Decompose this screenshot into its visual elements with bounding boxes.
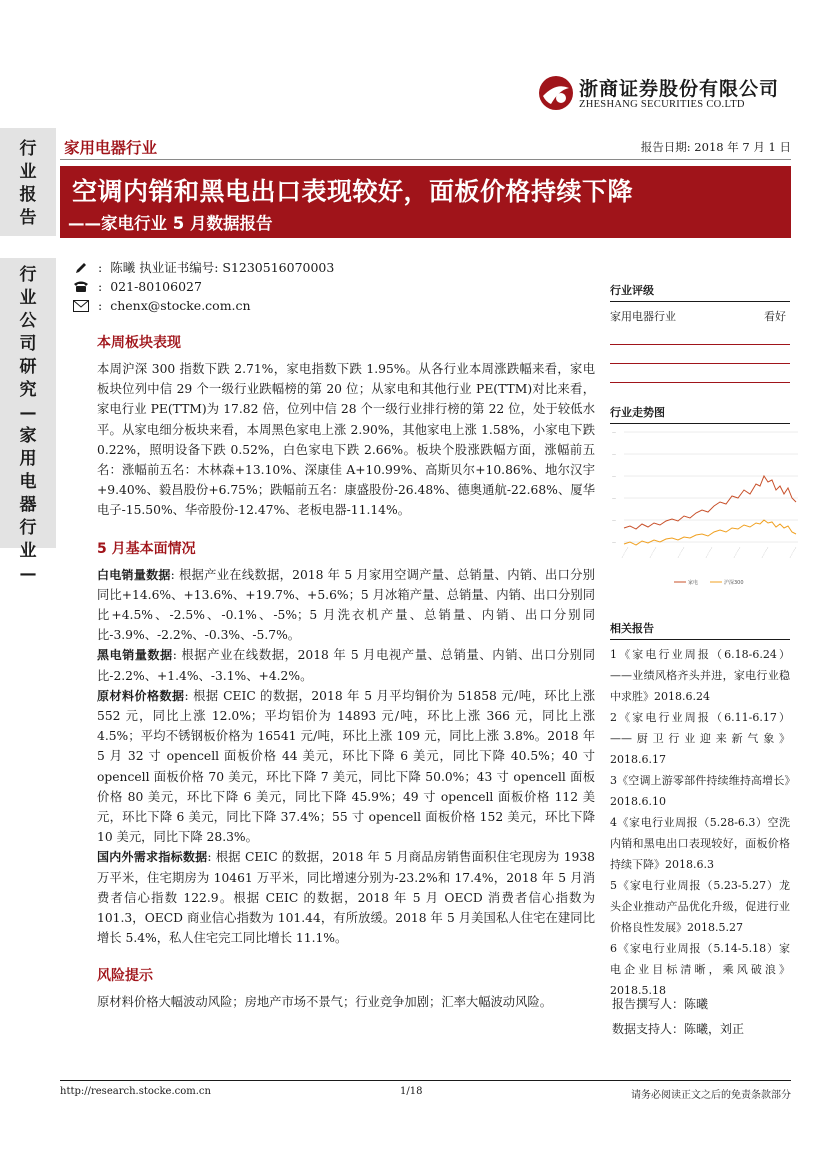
side-tab-char: 用 — [19, 449, 37, 469]
side-tab-char: 行 — [19, 139, 37, 159]
svg-text:—: — — [612, 430, 616, 435]
section-title-risk: 风险提示 — [97, 968, 153, 985]
rating-row — [610, 302, 790, 328]
related-item[interactable]: 2《家电行业周报（6.11-6.17）——厨卫行业迎来新气象》2018.6.17 — [610, 711, 790, 766]
side-tab-char: 告 — [19, 208, 37, 228]
side-tab-char: 行 — [19, 265, 37, 285]
related-reports-box — [610, 620, 790, 1001]
side-tab-char: 公 — [19, 311, 37, 331]
side-tab-char: 业 — [19, 541, 37, 561]
brand-name-cn: 浙商证券股份有限公司 — [579, 78, 780, 100]
side-tab-char: — — [19, 403, 37, 423]
footer-divider — [60, 1080, 791, 1081]
svg-text:..........: .......... — [786, 544, 798, 559]
svg-text:—: — — [612, 540, 616, 545]
trend-chart — [610, 424, 800, 594]
header-divider — [60, 159, 791, 160]
contact-phone[interactable]: 021-80106027 — [110, 279, 202, 294]
side-tab-char: 研 — [19, 357, 37, 377]
side-tab-report-type — [0, 128, 56, 236]
side-tab-char: 器 — [19, 495, 37, 515]
side-tab-char: — — [19, 564, 37, 584]
phone-icon — [72, 279, 90, 295]
side-tab-char: 究 — [19, 380, 37, 400]
contact-row: : 陈曦 执业证书编号: S1230516070003 — [72, 258, 334, 277]
analyst-contact — [72, 258, 334, 315]
raw-material-paragraph: 原材料价格数据: 根据 CEIC 的数据，2018 年 5 月平均铜价为 51858 元/吨，环比上涨 552 元，同比上涨 12.0%；平均铝价为 14893 元/吨，环比上涨 366 元，同比上涨 4.5%；平均不锈钢板价格为 16541 元/吨，环比上涨 109 元，同比上涨 3.8%。2018 年 5 月 32 寸 opencell 面板价格 44 美元，环比下降 6 美元，同比下降 40.5%；40 寸 opencell 面板价格 70 美元，环比下降 7 美元，同比下降 50.0%；43 寸 opencell 面板价格 80 美元，环比下降 6 美元，同比下降 45.9%；49 寸 opencell 面板价格 112 美元，环比下降 6 美元，同比下降 37.4%；55 寸 opencell 面板价格 152 美元，环比下降 10 美元，同比下降 28.3%。 — [97, 688, 595, 845]
svg-text:..........: .......... — [702, 544, 714, 559]
side-tab-char: 业 — [19, 162, 37, 182]
trend-series-hs300 — [624, 520, 796, 545]
company-logo — [537, 72, 780, 114]
brand-name-en: ZHESHANG SECURITIES CO.LTD — [579, 99, 745, 110]
svg-text:—: — — [612, 474, 616, 479]
contact-email[interactable]: chenx@stocke.com.cn — [110, 298, 251, 313]
legend-label-hs300: 沪深300 — [724, 580, 744, 586]
related-item[interactable]: 3《空调上游零部件持续维持高增长》2018.6.10 — [610, 774, 790, 808]
rating-divider — [610, 382, 790, 383]
zheshang-logo-icon — [537, 74, 575, 112]
report-writer: 报告撰写人：陈曦 — [612, 997, 709, 1011]
main-content — [97, 333, 595, 1013]
trend-legend — [674, 579, 744, 586]
page-number: 1/18 — [400, 1086, 423, 1097]
rating-title: 行业评级 — [610, 282, 790, 302]
related-list — [610, 644, 790, 1001]
white-goods-paragraph: 白电销量数据: 根据产业在线数据，2018 年 5 月家用空调产量、总销量、内销、出口分别同比+14.6%、+13.6%、+19.7%、+5.6%；5 月冰箱产量、总销量、内销、出口分别同比+4.5%、-2.5%、-0.1%、-5%；5 月洗衣机产量、总销量、内销、出口分别同比-3.9%、-2.2%、-0.3%、-5.7%。 — [97, 567, 595, 643]
contact-row: : 021-80106027 — [72, 277, 334, 296]
risk-paragraph: 原材料价格大幅波动风险；房地产市场不景气；行业竞争加剧；汇率大幅波动风险。 — [97, 995, 552, 1010]
side-tab-report-category — [0, 258, 56, 584]
svg-text:—: — — [612, 496, 616, 501]
footer-disclaimer: 请务必阅读正文之后的免责条款部分 — [631, 1090, 791, 1101]
svg-text:..........: .......... — [758, 544, 770, 559]
trend-title: 行业走势图 — [610, 404, 790, 424]
legend-label-appliance: 家电 — [688, 580, 699, 586]
rating-box — [610, 282, 790, 383]
report-subtitle: ——家电行业 5 月数据报告 — [68, 214, 273, 233]
svg-text:..........: .......... — [730, 544, 742, 559]
svg-text:..........: .......... — [618, 544, 630, 559]
rating-divider — [610, 363, 790, 364]
trend-series-appliance — [624, 476, 796, 529]
related-title: 相关报告 — [610, 620, 790, 640]
mail-icon — [72, 298, 90, 314]
svg-text:..........: .......... — [674, 544, 686, 559]
svg-text:—: — — [612, 518, 616, 523]
rating-value: 看好 — [764, 310, 786, 323]
footer-url[interactable]: http://research.stocke.com.cn — [60, 1086, 211, 1097]
report-title: 空调内销和黑电出口表现较好，面板价格持续下降 — [72, 177, 634, 206]
data-supporter: 数据支持人：陈曦，刘正 — [612, 1022, 745, 1036]
related-item[interactable]: 4《家电行业周报（5.28-6.3）空洗内销和黑电出口表现较好，面板价格持续下降》2018.6.3 — [610, 816, 790, 871]
rating-divider — [610, 344, 790, 345]
side-tab-char: 业 — [19, 288, 37, 308]
title-banner — [60, 166, 791, 238]
side-tab-char: 行 — [19, 518, 37, 538]
report-date: 报告日期: 2018 年 7 月 1 日 — [640, 140, 791, 154]
contact-analyst: 陈曦 执业证书编号: S1230516070003 — [110, 260, 335, 275]
side-tab-char: 司 — [19, 334, 37, 354]
related-item[interactable]: 5《家电行业周报（5.23-5.27）龙头企业推动产品优化升级，促进行业价格良性发展》2018.5.27 — [610, 879, 790, 934]
related-item[interactable]: 6《家电行业周报（5.14-5.18）家电企业目标清晰，乘风破浪》2018.5.18 — [610, 942, 790, 997]
side-tab-char: 家 — [19, 426, 37, 446]
rating-industry: 家用电器行业 — [610, 310, 676, 323]
svg-text:—: — — [612, 452, 616, 457]
section-title-fundamentals: 5 月基本面情况 — [97, 540, 196, 557]
side-tab-char: 报 — [19, 185, 37, 205]
trend-box — [610, 404, 798, 598]
section-title-weekly: 本周板块表现 — [97, 335, 181, 351]
side-tab-char: 电 — [19, 472, 37, 492]
related-item[interactable]: 1《家电行业周报（6.18-6.24）——业绩风格齐头并进，家电行业稳中求胜》2018.6.24 — [610, 648, 790, 703]
contact-row: : chenx@stocke.com.cn — [72, 296, 334, 315]
weekly-paragraph: 本周沪深 300 指数下跌 2.71%，家电指数下跌 1.95%。从各行业本周涨跌幅来看，家电板块位列中信 29 个一级行业跌幅榜的第 20 位；从家电和其他行业 PE(TTM)对比来看，家电行业 PE(TTM)为 17.82 倍，位列中信 28 个一级行业排行榜的第 22 位，处于较低水平。从家电细分板块来看，本周黑色家电上涨 2.90%，其他家电上涨 1.58%，小家电下跌 0.22%，照明设备下跌 0.52%，白色家电下跌 2.66%。板块个股涨跌幅方面，涨幅前五名：涨幅前五名：木林森+13.10%、深康佳 A+10.99%、高斯贝尔+10.86%、地尔汉宇+9.40%、毅昌股份+6.75%；跌幅前五名：康盛股份-26.48%、德奥通航-22.68%、厦华电子-15.50%、华帝股份-12.47%、老板电器-11.14%。 — [97, 362, 595, 518]
svg-text:..........: .......... — [646, 544, 658, 559]
black-goods-paragraph: 黑电销量数据: 根据产业在线数据，2018 年 5 月电视产量、总销量、内销、出口分别同比-2.2%、+1.4%、-3.1%、+4.2%。 — [97, 648, 595, 683]
industry-label: 家用电器行业 — [64, 139, 158, 157]
authors-block — [612, 992, 744, 1042]
pen-icon — [72, 260, 90, 276]
demand-paragraph: 国内外需求指标数据: 根据 CEIC 的数据，2018 年 5 月商品房销售面积住宅现房为 1938 万平米，住宅期房为 10461 万平米，同比增速分别为-23.2%和 17.4%，2018 年 5 月消费者信心指数 122.9。根据 CEIC 的数据，2018 年 5 月 OECD 消费者信心指数为 101.3，OECD 商业信心指数为 101.44，有所放缓。2018 年 5 月美国私人住宅在建同比增长 5.4%，私人住宅完工同比增长 11.1%。 — [97, 850, 595, 946]
